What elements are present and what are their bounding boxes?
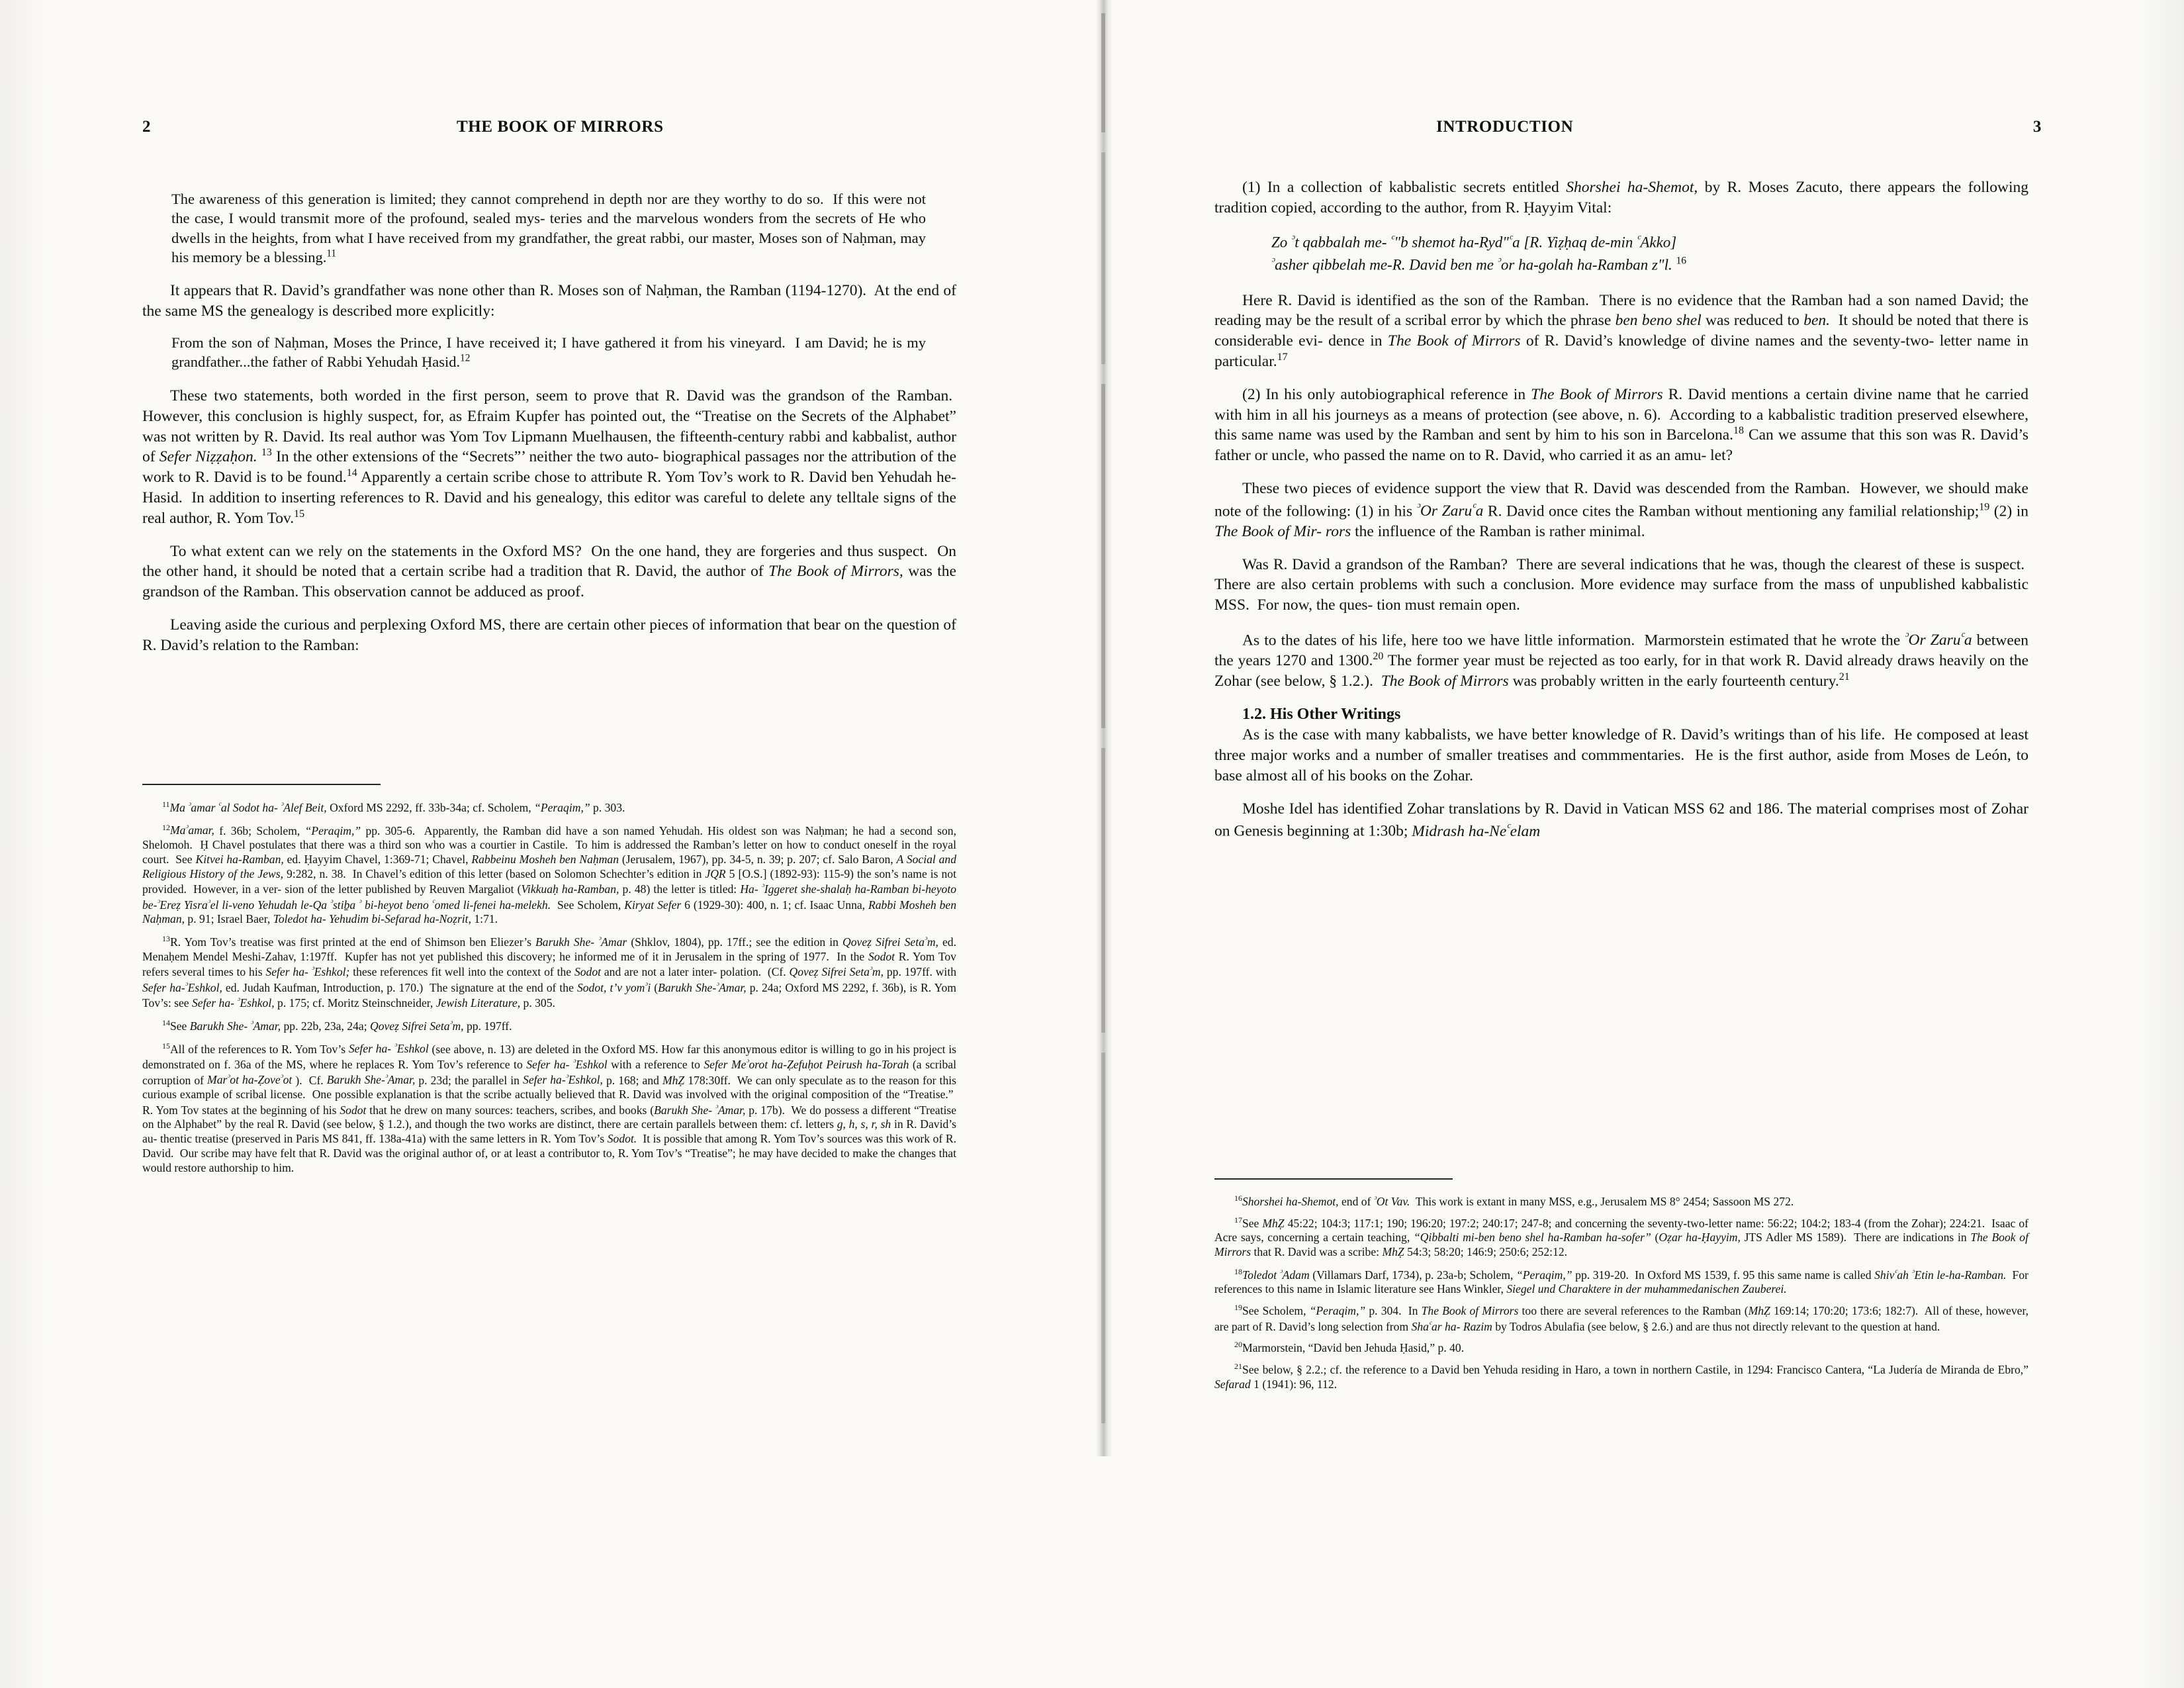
footnotes-right bbox=[1214, 1194, 2028, 1391]
footnote-12: $^{12}$Maᵓamar, f. 36b; Scholem, “Peraqim,” pp. 305-6. Apparently, the Ramban did have a son named Yehudah. His oldest son was Naḥman; he had a second son, Shelomoh. Ḥ Chavel postulates that there was a third son who was a courtier in Castile. To him is addressed the Ramban’s letter on how to conduct oneself in the royal court. See Kitvei ha-Ramban, ed. Ḥayyim Chavel, 1:369-71; Chavel, Rabbeinu Mosheh ben Naḥman (Jerusalem, 1967), pp. 34-5, n. 39; p. 207; cf. Salo Baron, A Social and Religious History of the Jews, 9:282, n. 38. In Chavel’s edition of this letter (based on Solomon Schechter’s edition in JQR 5 [O.S.] (1892-93): 115-9) the son’s name is not provided. However, in a ver- sion of the letter published by Reuven Margaliot (Vikkuaḥ ha-Ramban, p. 48) the letter is titled: Ha- ᵓIggeret she-shalaḥ ha-Ramban bi-heyoto be-ᵓEreẓ Yisraᵓel li-veno Yehudah le-Qa ᵓstiḇa ᵓ bi-heyot beno ᶜomed li-fenei ha-melekh. See Scholem, Kiryat Sefer 6 (1929-30): 400, n. 1; cf. Isaac Unna, Rabbi Mosheh ben Naḥman, p. 91; Israel Baer, Toledot ha- Yehudim bi-Sefarad ha-Noẓrit, 1:71. bbox=[142, 822, 956, 926]
paragraph-oxford-ms: To what extent can we rely on the statements in the Oxford MS? On the one hand, they are forgeries and thus suspect. On the other hand, it should be noted that a certain scribe had a tradition that R. David, the author of The Book of Mirrors, was the grandson of the Ramban. This observation cannot be adduced as proof. bbox=[142, 542, 956, 601]
paragraph-idel-zohar: Moshe Idel has identified Zohar translations by R. David in Vatican MSS 62 and 186. The material comprises most of Zohar on Genesis beginning at 1:30b; Midrash ha-Neᶜelam bbox=[1214, 800, 2028, 840]
footnote-18: $^{18}$Toledot ᵓAdam (Villamars Darf, 1734), p. 23a-b; Scholem, “Peraqim,” pp. 319-20. In Oxford MS 1539, f. 95 this same name is called Shivᶜah ᵓEtin le-ha-Ramban. For references to this name in Islamic literature see Hans Winkler, Siegel und Charaktere in der muhammedanischen Zauberei. bbox=[1214, 1266, 2029, 1296]
page-number-right: 3 bbox=[2032, 118, 2042, 136]
footnote-rule-right bbox=[1214, 1178, 1453, 1180]
footnote-13: $^{13}$R. Yom Tov’s treatise was first printed at the end of Shimson ben Eliezer’s Barukh She- ᵓAmar (Shklov, 1804), pp. 17ff.; see the edition in Qoveẓ Sifrei Setaᵓm, ed. Menaḥem Mendel Meshi-Zahav, 1:197ff. Kupfer has not yet published this discovery; he informed me of it in Jerusalem in the spring of 1977. In the Sodot R. Yom Tov refers several times to his Sefer ha- ᵓEshkol; these references fit well into the context of the Sodot and are not a later inter- polation. (Cf. Qoveẓ Sifrei Setaᵓm, pp. 197ff. with Sefer ha-ᵓEshkol, ed. Judah Kaufman, Introduction, p. 170.) The signature at the end of the Sodot, t’v yomᵓi (Barukh She-ᵓAmar, p. 24a; Oxford MS 2292, f. 36b), is R. Yom Tov’s: see Sefer ha- ᵓEshkol, p. 175; cf. Moritz Steinschneider, Jewish Literature, p. 305. bbox=[142, 934, 957, 1010]
paragraph-leaving-aside: Leaving aside the curious and perplexing Oxford MS, there are certain other pieces of information that bear on the question of R. David’s relation to the Ramban: bbox=[142, 616, 956, 654]
footnote-17: $^{17}$See MhẒ 45:22; 104:3; 117:1; 190; 196:20; 197:2; 240:17; 247-8; and concerning the seventy-two-letter name: 56:22; 104:2; 183-4 (from the Zohar); 224:21. Isaac of Acre says, concerning a certain teaching, “Qibbalti mi-ben beno shel ha-Ramban ha-sofer” (Oẓar ha-Ḥayyim, JTS Adler MS 1589). There are indications in The Book of Mirrors that R. David was a scribe: MhẒ 54:3; 58:20; 146:9; 250:6; 252:12. bbox=[1214, 1215, 2028, 1258]
footnote-21: $^{21}$See below, § 2.2.; cf. the reference to a David ben Yehuda residing in Haro, a town in northern Castile, in 1294: Francisco Cantera, “La Judería de Miranda de Ebro,” Sefarad 1 (1941): 96, 112. bbox=[1214, 1362, 2028, 1391]
quoted-verse: Zo ᵓt qabbalah me- ᶜ"b shemot ha-Ryd"ᶜa [R. Yiẓḥaq de-min ᶜAkko] ᵓasher qibbelah me-R. David ben me ᵓor ha-golah ha-Ramban z"l. $^{16}$ bbox=[1271, 231, 1687, 273]
footnote-20: $^{20}$Marmorstein, “David ben Jehuda Ḥasid,” p. 40. bbox=[1234, 1340, 1465, 1355]
paragraph-shorshei: (1) In a collection of kabbalistic secrets entitled Shorshei ha-Shemot, by R. Moses Zacuto, there appears the following tradition copied, according to the author, from R. Ḥayyim Vital: bbox=[1214, 179, 2028, 216]
footnote-rule-left bbox=[142, 784, 381, 785]
running-head-left: THE BOOK OF MIRRORS bbox=[457, 118, 664, 136]
page-number-left: 2 bbox=[142, 118, 152, 136]
paragraph-dates-of-life: As to the dates of his life, here too we have little information. Marmorstein estimated that he wrote the ᵓOr Zaruᶜa between the years 1270 and 1300.20 The former year must be rejected as too early, for in that work R. David already draws heavily on the Zohar (see below, § 1.2.). The Book of Mirrors was probably written in the early fourteenth century.$^{21}$ bbox=[1214, 629, 2028, 690]
paragraph-autobiographical: (2) In his only autobiographical reference in The Book of Mirrors R. David mentions a certain divine name that he carried with him in all his journeys as a means of protection (see above, n. 6). According to a kabbalistic tradition preserved elsewhere, this same name was used by the Ramban and sent by him to his son in Barcelona.$^{18}$ Can we assume that this son was R. David’s father or uncle, who passed the name on to R. David, who carried it as an amu- let? bbox=[1214, 385, 2028, 465]
footnote-14: $^{14}$See Barukh She- ᵓAmar, pp. 22b, 23a, 24a; Qoveẓ Sifrei Setaᵓm, pp. 197ff. bbox=[162, 1017, 512, 1033]
paragraph-evidence-support: These two pieces of evidence support the view that R. David was descended from the Ramban. However, we should make note of the following: (1) in his ᵓOr Zaruᶜa R. David once cites the Ramban without mentioning any familial relationship;$^{19}$ (2) in The Book of Mir- rors the influence of the Ramban is rather minimal. bbox=[1214, 479, 2028, 540]
paragraph-kabbalists-writings: As is the case with many kabbalists, we have better knowledge of R. David’s writings than of his life. He composed at least three major works and a number of smaller treatises and commmentaries. He is the first author, aside from Moses de León, to base almost all of his books on the Zohar. bbox=[1214, 726, 2028, 784]
body-column-right bbox=[1214, 177, 2028, 842]
body-column-left bbox=[142, 177, 956, 655]
section-heading-1-2: 1.2. His Other Writings bbox=[1242, 705, 1401, 723]
footnotes-left bbox=[142, 800, 956, 1175]
footnote-16: $^{16}$Shorshei ha-Shemot, end of ᵓOt Vav. This work is extant in many MSS, e.g., Jerusalem MS 8° 2454; Sassoon MS 272. bbox=[1234, 1193, 1794, 1208]
footnote-11: $^{11}$Ma ᵓamar ᶜal Sodot ha- ᵓAlef Beit, Oxford MS 2292, ff. 33b-34a; cf. Scholem, “Peraqim,” p. 303. bbox=[162, 799, 625, 814]
footnote-15: $^{15}$All of the references to R. Yom Tov’s Sefer ha- ᵓEshkol (see above, n. 13) are deleted in the Oxford MS. How far this anonymous editor is willing to go in his project is demonstrated on f. 36a of the MS, where he replaces R. Yom Tov’s reference to Sefer ha- ᵓEshkol with a reference to Sefer Meᵓorot ha-Ẓefuḥot Peirush ha-Torah (a scribal corruption of Marᵓot ha-Ẓoveᵓot ). Cf. Barukh She-ᵓAmar, p. 23d; the parallel in Sefer ha-ᵓEshkol, p. 168; and MhẒ 178:30ff. We can only speculate as to the reason for this curious example of scribal license. One possible explanation is that the scribe actually believed that R. David was involved with the original composition of the “Treatise.” R. Yom Tov states at the beginning of his Sodot that he drew on many sources: teachers, scribes, and books (Barukh She- ᵓAmar, p. 17b). We do possess a different “Treatise on the Alphabet” by the real R. David (see below, § 1.2.), and though the two works are distinct, there are certain parallels between them: cf. letters g, h, s, r, sh in R. David’s au- thentic treatise (preserved in Paris MS 841, ff. 138a-41a) with the same letters in R. Yom Tov’s Sodot. It is possible that among R. Yom Tov’s sources was this work of R. David. Our scribe may have felt that R. David was the original author of, or at least a contributor to, R. Yom Tov’s “Treatise”; he may have decided to make the changes that would restore authorship to him. bbox=[142, 1041, 957, 1174]
blockquote-generation: The awareness of this generation is limited; they cannot comprehend in depth nor are they worthy to do so. If this were not the case, I would transmit more of the profound, sealed mys- teries and the marvelous wonders from the secrets of He who dwells in the heights, from what I have received from my grandfather, the great rabbi, our master, Moses son of Naḥman, may his memory be a blessing.$^{11}$ bbox=[171, 191, 926, 265]
paragraph-identified-son: Here R. David is identified as the son of the Ramban. There is no evidence that the Ramban had a son named David; the reading may be the result of a scribal error by which the phrase ben beno shel was reduced to ben. It should be noted that there is considerable evi- dence in The Book of Mirrors of R. David’s knowledge of divine names and the seventy-two- letter name in particular.$^{17}$ bbox=[1214, 291, 2028, 370]
paragraph-grandfather: It appears that R. David’s grandfather was none other than R. Moses son of Naḥman, the Ramban (1194-1270). At the end of the same MS the genealogy is described more explicitly: bbox=[142, 282, 956, 320]
footnote-19: $^{19}$See Scholem, “Peraqim,” p. 304. In The Book of Mirrors too there are several references to the Ramban (MhẒ 169:14; 170:20; 173:6; 182:7). All of these, however, are part of R. David’s long selection from Shaᶜar ha- Razim by Todros Abulafia (see below, § 2.6.) and are thus not directly relevant to the question at hand. bbox=[1214, 1303, 2029, 1333]
blockquote-genealogy: From the son of Naḥman, Moses the Prince, I have received it; I have gathered it from his vineyard. I am David; he is my grandfather...the father of Rabbi Yehudah Ḥasid.$^{12}$ bbox=[171, 334, 926, 370]
paragraph-grandson-question: Was R. David a grandson of the Ramban? There are several indications that he was, though the clearest of these is suspect. There are also certain problems with such a conclusion. More evidence may surface from the mass of unpublished kabbalistic MSS. For now, the ques- tion must remain open. bbox=[1214, 555, 2028, 614]
running-head-right: INTRODUCTION bbox=[1436, 118, 1574, 136]
page-right bbox=[1092, 0, 2184, 1688]
paragraph-two-statements: These two statements, both worded in the first person, seem to prove that R. David was the grandson of the Ramban. However, this conclusion is highly suspect, for, as Efraim Kupfer has pointed out, the “Treatise on the Secrets of the Alphabet” was not written by R. David. Its real author was Yom Tov Lipmann Muelhausen, the fifteenth-century rabbi and kabbalist, author of Sefer Niẓẓaḥon. $^{13}$ In the other extensions of the “Secrets”’ neither the two auto- biographical passages nor the attribution of the work to R. David is to be found.$^{14}$ Apparently a certain scribe chose to attribute R. Yom Tov’s work to R. David ben Yehudah he-Hasid. In addition to inserting references to R. David and his genealogy, this editor was careful to delete any telltale signs of the real author, R. Yom Tov.$^{15}$ bbox=[142, 387, 957, 527]
